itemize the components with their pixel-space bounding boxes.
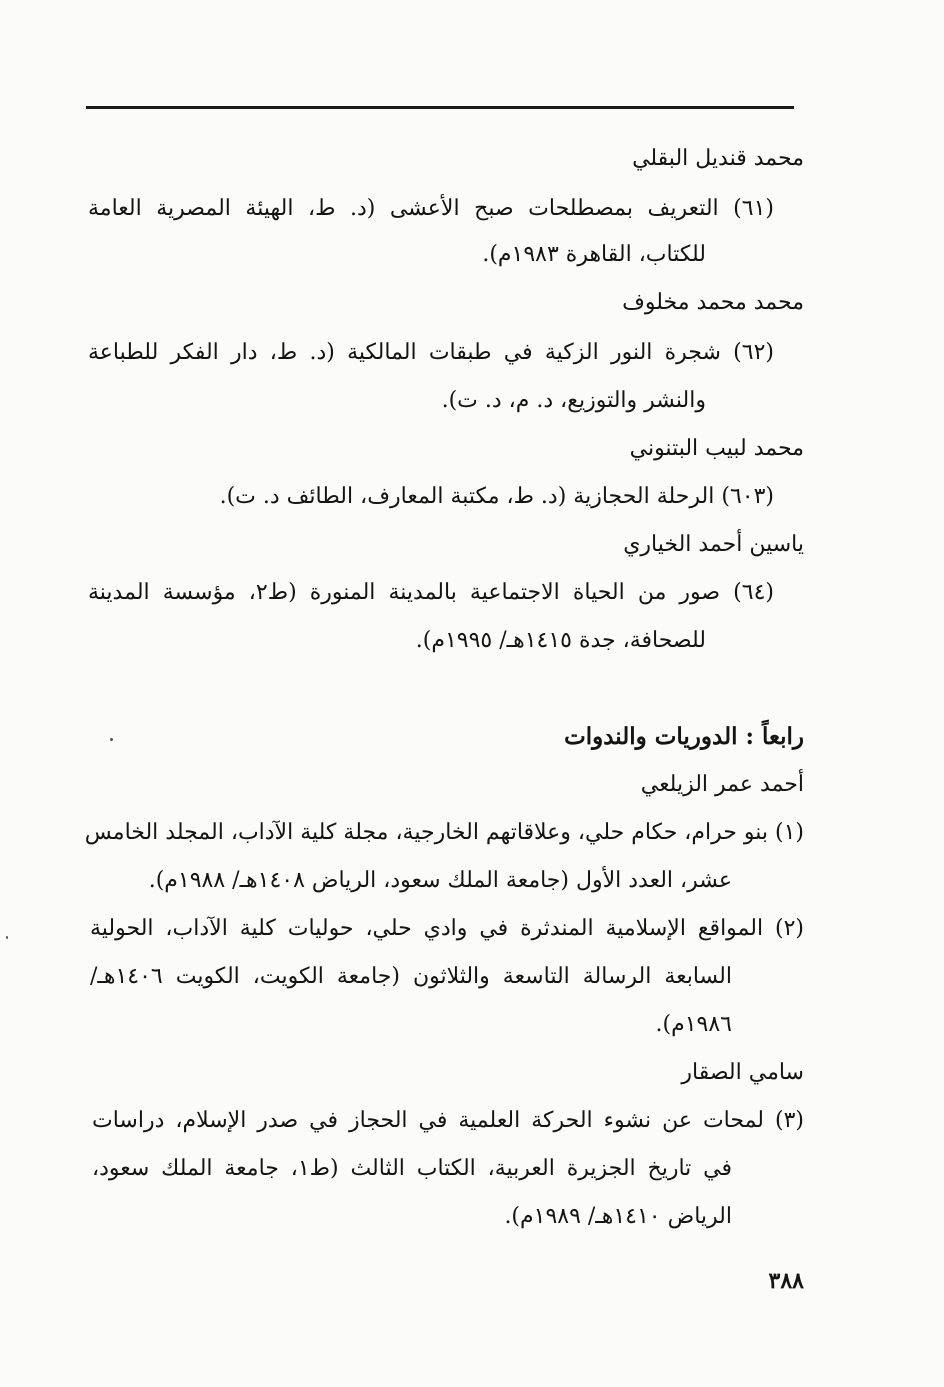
reference-entry-line: ١٩٨٦م). [655, 1012, 732, 1037]
author-name: ياسين أحمد الخياري [623, 532, 804, 557]
reference-entry-line: للصحافة، جدة ١٤١٥هـ/ ١٩٩٥م). [415, 628, 706, 653]
author-name: محمد لبيب البتنوني [629, 436, 804, 461]
reference-entry-line: (٦٢) شجرة النور الزكية في طبقات المالكية (د. ط، دار الفكر للطباعة [88, 340, 774, 365]
reference-entry-line: (٦١) التعريف بمصطلحات صبح الأعشى (د. ط، الهيئة المصرية العامة [88, 196, 774, 221]
scan-speck [6, 936, 8, 939]
author-name: أحمد عمر الزيلعي [640, 772, 804, 797]
reference-entry-line: (٣) لمحات عن نشوء الحركة العلمية في الحجاز في صدر الإسلام، دراسات [92, 1108, 804, 1133]
reference-entry-line: والنشر والتوزيع، د. م، د. ت). [441, 388, 706, 413]
author-name: محمد محمد مخلوف [622, 290, 804, 315]
reference-entry-line: في تاريخ الجزيرة العربية، الكتاب الثالث (ط١، جامعة الملك سعود، [92, 1156, 732, 1181]
author-name: محمد قنديل البقلي [632, 146, 804, 171]
header-rule [86, 106, 794, 109]
reference-entry-line: عشر، العدد الأول (جامعة الملك سعود، الرياض ١٤٠٨هـ/ ١٩٨٨م). [148, 868, 732, 893]
reference-entry-line: السابعة الرسالة التاسعة والثلاثون (جامعة الكويت، الكويت ١٤٠٦هـ/ [90, 964, 732, 989]
reference-entry-line: (١) بنو حرام، حكام حلي، وعلاقاتهم الخارجية، مجلة كلية الآداب، المجلد الخامس [84, 820, 804, 845]
reference-entry-line: للكتاب، القاهرة ١٩٨٣م). [482, 242, 706, 267]
author-name: سامي الصقار [681, 1060, 804, 1085]
section-heading: رابعاً : الدوريات والندوات [564, 723, 804, 750]
reference-entry-line: (٦٠٣) الرحلة الحجازية (د. ط، مكتبة المعارف، الطائف د. ت). [219, 484, 774, 509]
page-number: ٣٨٨ [768, 1268, 804, 1294]
reference-entry-line: (٢) المواقع الإسلامية المندثرة في وادي حلي، حوليات كلية الآداب، الحولية [90, 916, 804, 941]
reference-entry-line: (٦٤) صور من الحياة الاجتماعية بالمدينة المنورة (ط٢، مؤسسة المدينة [88, 580, 774, 605]
reference-entry-line: الرياض ١٤١٠هـ/ ١٩٨٩م). [504, 1204, 732, 1229]
scan-speck [110, 738, 113, 741]
